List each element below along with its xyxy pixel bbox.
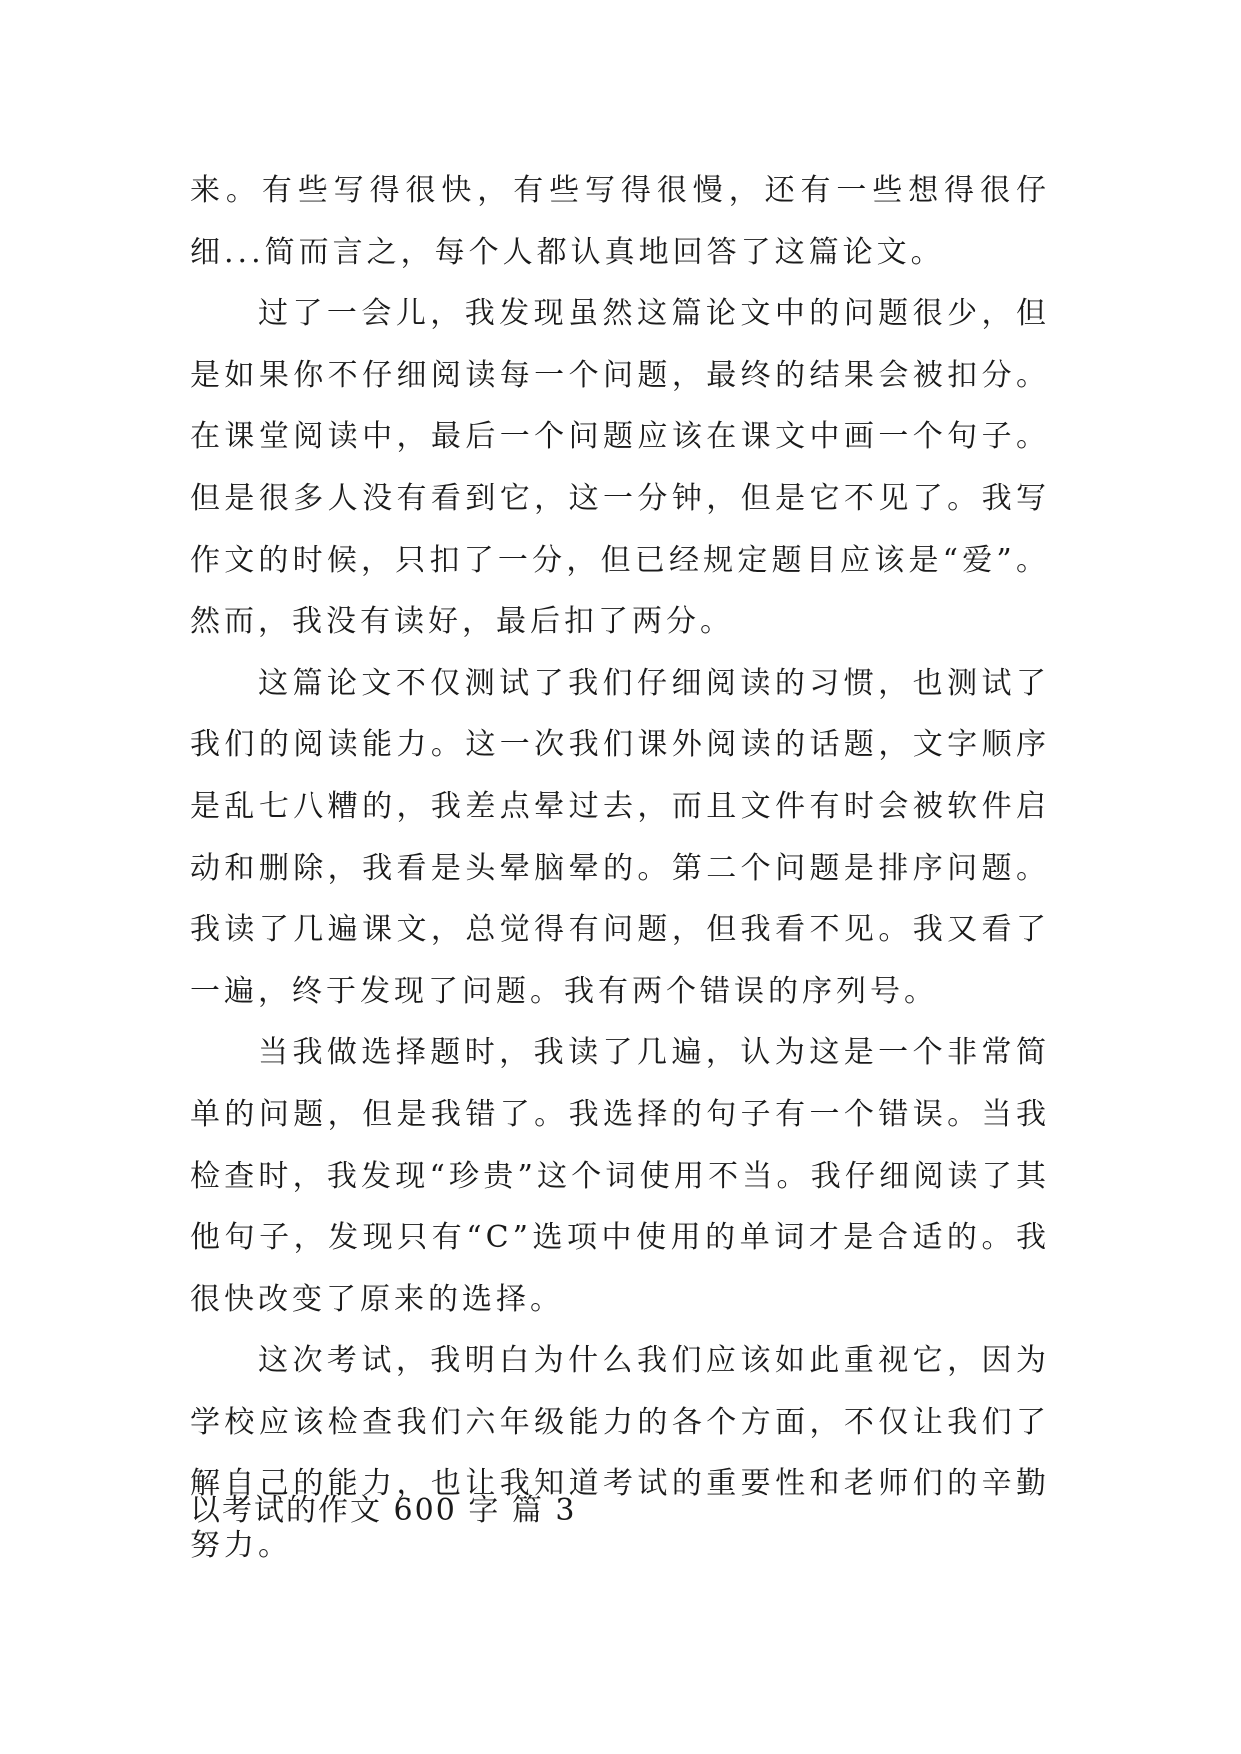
section-heading: 以考试的作文 600 字 篇 3	[190, 1493, 577, 1528]
paragraph-2: 过了一会儿，我发现虽然这篇论文中的问题很少，但是如果你不仔细阅读每一个问题，最终的结果会被扣分。在课堂阅读中，最后一个问题应该在课文中画一个句子。但是很多人没有看到它，这一分钟，但是它不见了。我写作文的时候，只扣了一分，但已经规定题目应该是“爱”。然而，我没有读好，最后扣了两分。	[190, 296, 1050, 640]
paragraph-1: 来。有些写得很快，有些写得很慢，还有一些想得很仔细...简而言之，每个人都认真地回答了这篇论文。	[190, 173, 1050, 270]
paragraph-3: 这篇论文不仅测试了我们仔细阅读的习惯，也测试了我们的阅读能力。这一次我们课外阅读的话题，文字顺序是乱七八糟的，我差点晕过去，而且文件有时会被软件启动和删除，我看是头晕脑晕的。第二个问题是排序问题。我读了几遍课文，总觉得有问题，但我看不见。我又看了一遍，终于发现了问题。我有两个错误的序列号。	[190, 665, 1050, 1009]
paragraph-5: 这次考试，我明白为什么我们应该如此重视它，因为学校应该检查我们六年级能力的各个方面，不仅让我们了解自己的能力，也让我知道考试的重要性和老师们的辛勤努力。	[190, 1343, 1050, 1564]
paragraph-4: 当我做选择题时，我读了几遍，认为这是一个非常简单的问题，但是我错了。我选择的句子有一个错误。当我检查时，我发现“珍贵”这个词使用不当。我仔细阅读了其他句子，发现只有“C”选项中使用的单词才是合适的。我很快改变了原来的选择。	[190, 1035, 1050, 1317]
essay-body	[190, 160, 1050, 1577]
